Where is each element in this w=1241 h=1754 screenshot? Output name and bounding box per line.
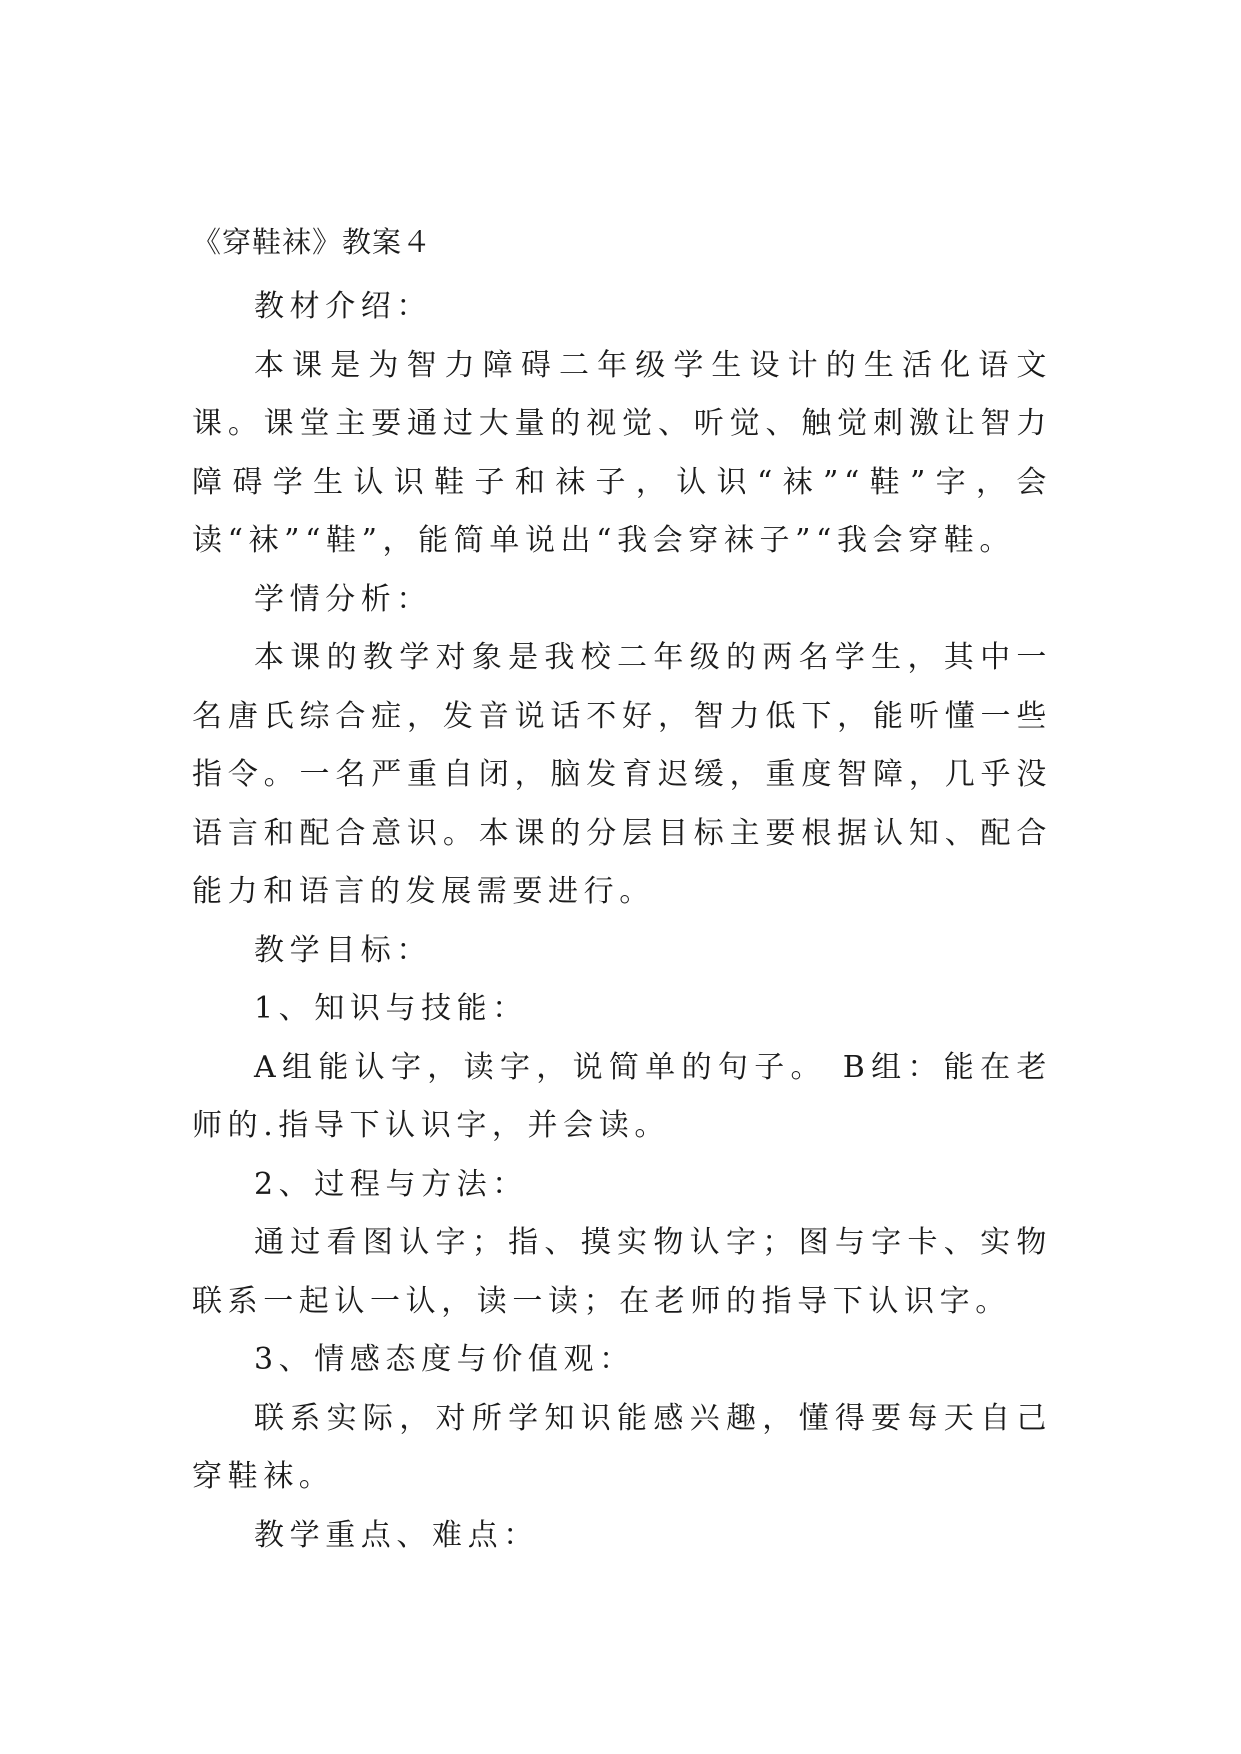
subheading-process-methods: 2、过程与方法： — [254, 1166, 528, 1202]
paragraph-emotion-values: 联系实际，对所学知识能感兴趣，懂得要每天自己穿鞋袜。 — [192, 1400, 1052, 1494]
document-body — [192, 278, 1052, 1565]
paragraph-student-analysis: 本课的教学对象是我校二年级的两名学生，其中一名唐氏综合症，发音说话不好，智力低下，能听懂一些指令。一名严重自闭，脑发育迟缓，重度智障，几乎没语言和配合意识。本课的分层目标主要根据认知、配合能力和语言的发展需要进行。 — [192, 640, 1052, 909]
section-heading-student-analysis: 学情分析： — [254, 581, 432, 617]
paragraph-materials: 本课是为智力障碍二年级学生设计的生活化语文课。课堂主要通过大量的视觉、听觉、触觉刺激让智力障碍学生认识鞋子和袜子，认识“袜”“鞋”字，会读“袜”“鞋”，能简单说出“我会穿袜子”“我会穿鞋。 — [192, 347, 1052, 558]
paragraph-knowledge-skills: A组能认字，读字，说简单的句子。 B组：能在老师的.指导下认识字，并会读。 — [192, 1049, 1052, 1143]
section-heading-materials: 教材介绍： — [254, 289, 432, 324]
subheading-emotion-values: 3、情感态度与价值观： — [254, 1342, 635, 1377]
section-heading-goals: 教学目标： — [254, 932, 432, 968]
paragraph-process-methods: 通过看图认字；指、摸实物认字；图与字卡、实物联系一起认一认，读一读；在老师的指导下认识字。 — [192, 1225, 1052, 1319]
document-title: 《穿鞋袜》教案４ — [192, 225, 433, 259]
subheading-knowledge-skills: 1、知识与技能： — [254, 991, 528, 1026]
section-heading-key-points: 教学重点、难点： — [254, 1517, 539, 1553]
